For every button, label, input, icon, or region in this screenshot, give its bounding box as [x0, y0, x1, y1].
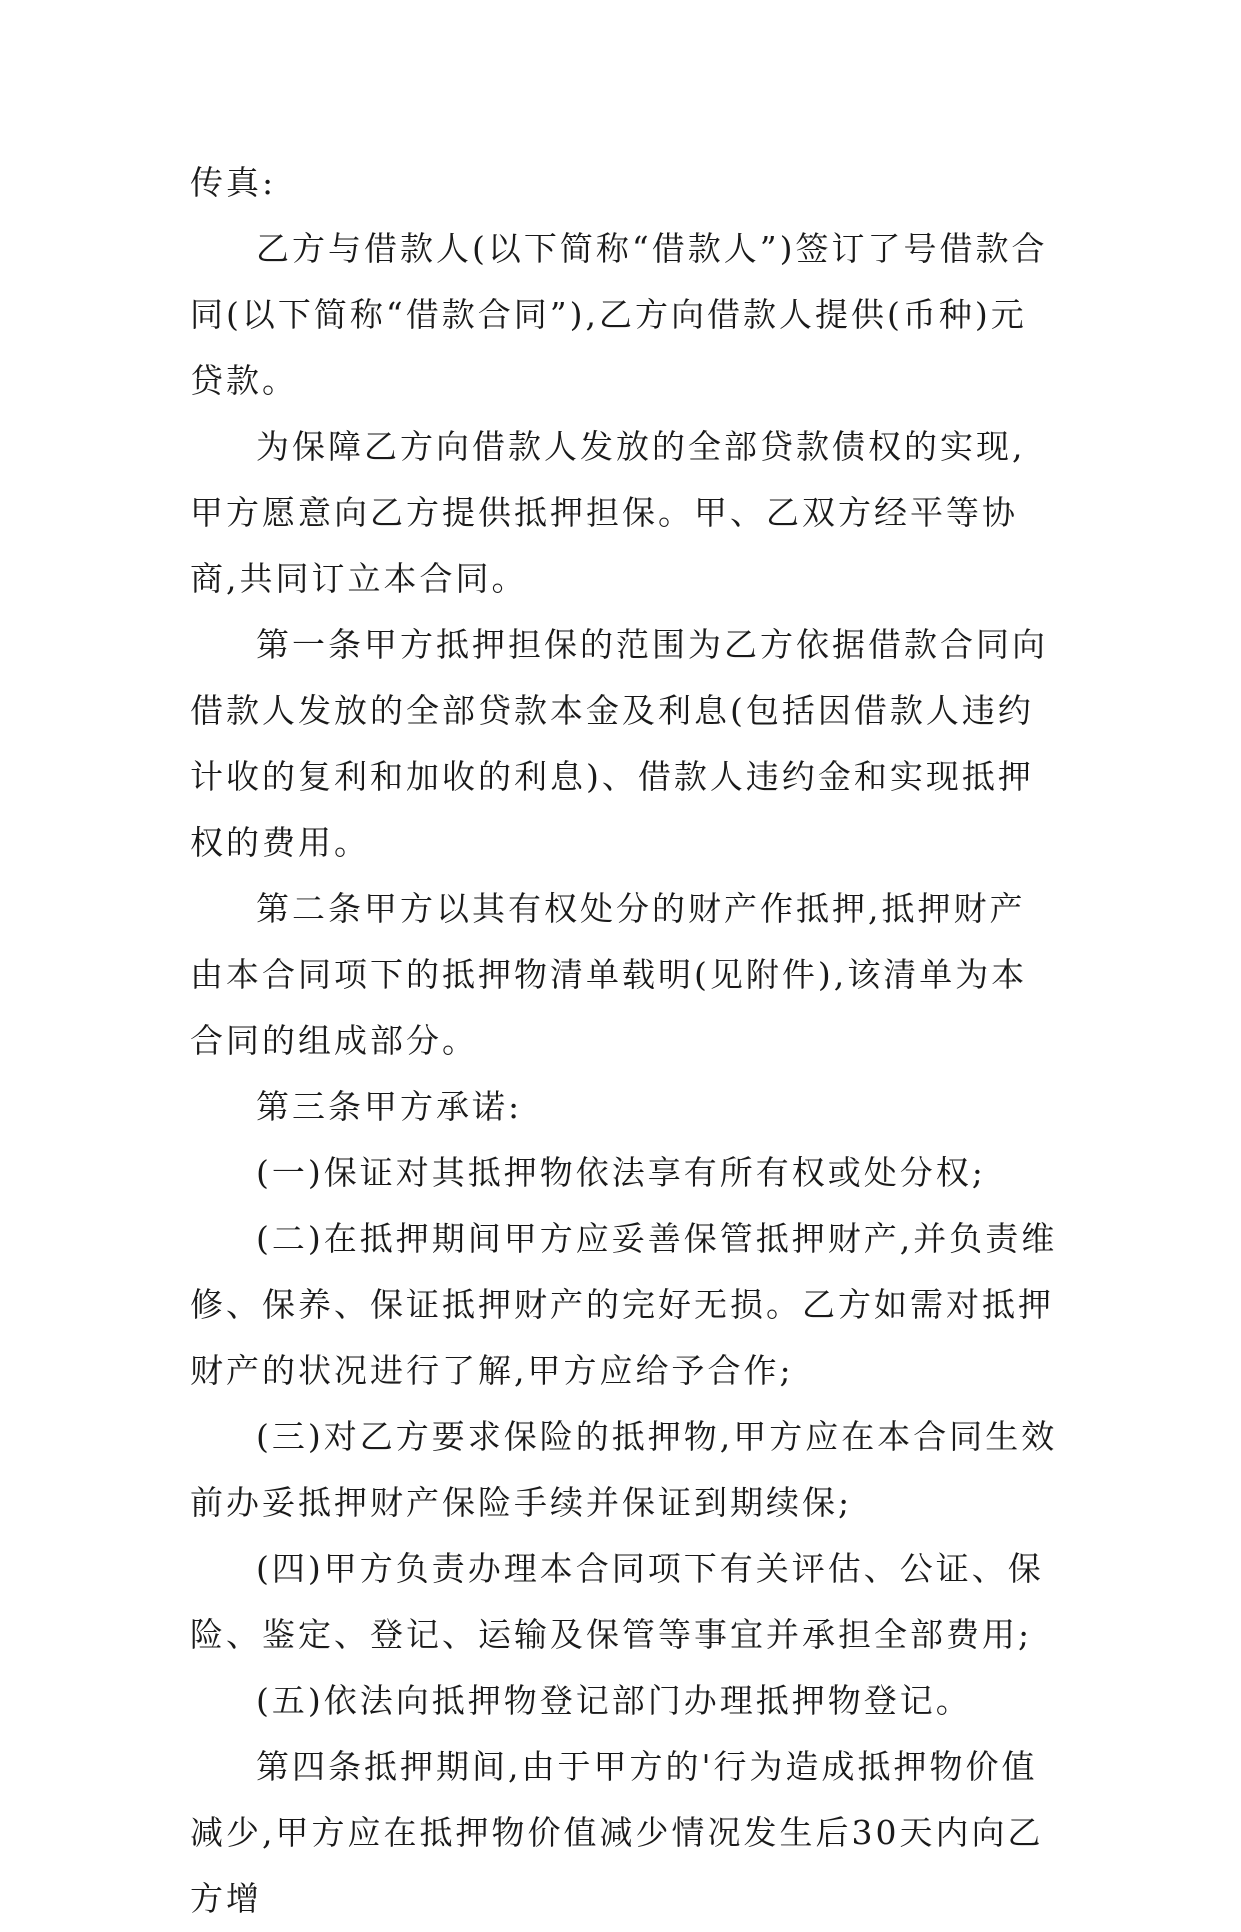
- document-body: [190, 150, 1060, 1932]
- article-3-heading: 第三条甲方承诺:: [256, 1087, 523, 1126]
- article-3-item-3: (三)对乙方要求保险的抵押物,甲方应在本合同生效前办妥抵押财产保险手续并保证到期续保;: [190, 1417, 1058, 1522]
- article-4: 第四条抵押期间,由于甲方的'行为造成抵押物价值减少,甲方应在抵押物价值减少情况发生后30天内向乙方增: [190, 1747, 1044, 1918]
- paragraph-purpose: 为保障乙方向借款人发放的全部贷款债权的实现,甲方愿意向乙方提供抵押担保。甲、乙双方经平等协商,共同订立本合同。: [190, 427, 1026, 598]
- paragraph-loan-contract: 乙方与借款人(以下简称“借款人”)签订了号借款合同(以下简称“借款合同”),乙方向借款人提供(币种)元贷款。: [190, 229, 1048, 400]
- fax-line: 传真:: [190, 163, 277, 202]
- article-2: 第二条甲方以其有权处分的财产作抵押,抵押财产由本合同项下的抵押物清单载明(见附件),该清单为本合同的组成部分。: [190, 889, 1028, 1060]
- article-3-item-5: (五)依法向抵押物登记部门办理抵押物登记。: [256, 1681, 972, 1720]
- article-1: 第一条甲方抵押担保的范围为乙方依据借款合同向借款人发放的全部贷款本金及利息(包括因借款人违约计收的复利和加收的利息)、借款人违约金和实现抵押权的费用。: [190, 625, 1048, 862]
- article-3-item-2: (二)在抵押期间甲方应妥善保管抵押财产,并负责维修、保养、保证抵押财产的完好无损。乙方如需对抵押财产的状况进行了解,甲方应给予合作;: [190, 1219, 1058, 1390]
- article-3-item-1: (一)保证对其抵押物依法享有所有权或处分权;: [256, 1153, 986, 1192]
- article-3-item-4: (四)甲方负责办理本合同项下有关评估、公证、保险、鉴定、登记、运输及保管等事宜并承担全部费用;: [190, 1549, 1044, 1654]
